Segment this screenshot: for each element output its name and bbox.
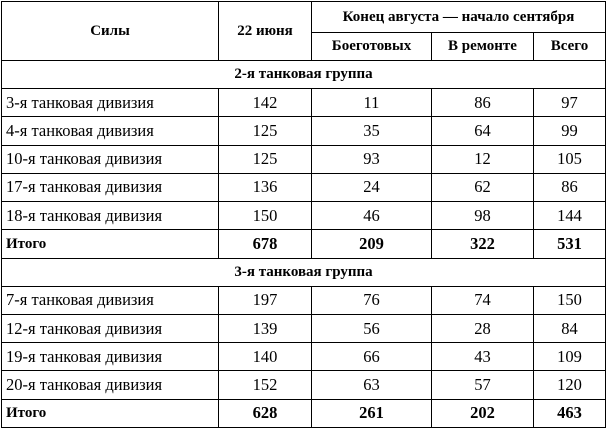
table-row: [2, 145, 606, 173]
total-label: Итого: [2, 399, 219, 427]
ready-value: 24: [312, 173, 432, 201]
repair-total: 202: [432, 399, 534, 427]
header-forces: Силы: [2, 2, 219, 61]
june22-value: 140: [219, 343, 312, 371]
june22-value: 139: [219, 314, 312, 342]
ready-value: 93: [312, 145, 432, 173]
repair-value: 86: [432, 89, 534, 117]
total-label: Итого: [2, 230, 219, 258]
header-ready: Боеготовых: [312, 33, 432, 61]
repair-value: 28: [432, 314, 534, 342]
division-name: 17-я танковая дивизия: [2, 173, 219, 201]
table-row: [2, 117, 606, 145]
june22-value: 142: [219, 89, 312, 117]
table-row: [2, 202, 606, 230]
table-row: [2, 343, 606, 371]
division-name: 7-я танковая дивизия: [2, 286, 219, 314]
ready-value: 66: [312, 343, 432, 371]
ready-value: 46: [312, 202, 432, 230]
overall-total: 463: [534, 399, 606, 427]
tank-divisions-table: [1, 1, 606, 428]
repair-value: 62: [432, 173, 534, 201]
total-value: 105: [534, 145, 606, 173]
june22-value: 150: [219, 202, 312, 230]
group-title: 2-я танковая группа: [2, 61, 606, 89]
repair-value: 12: [432, 145, 534, 173]
repair-total: 322: [432, 230, 534, 258]
group-title: 3-я танковая группа: [2, 258, 606, 286]
ready-value: 56: [312, 314, 432, 342]
total-value: 150: [534, 286, 606, 314]
june22-value: 125: [219, 145, 312, 173]
ready-value: 35: [312, 117, 432, 145]
table-row: [2, 371, 606, 399]
ready-total: 261: [312, 399, 432, 427]
june22-total: 628: [219, 399, 312, 427]
total-value: 84: [534, 314, 606, 342]
repair-value: 64: [432, 117, 534, 145]
header-period: Конец августа — начало сентября: [312, 2, 606, 33]
total-row: [2, 399, 606, 427]
ready-value: 76: [312, 286, 432, 314]
ready-value: 11: [312, 89, 432, 117]
header-repair: В ремонте: [432, 33, 534, 61]
table-row: [2, 89, 606, 117]
overall-total: 531: [534, 230, 606, 258]
total-row: [2, 230, 606, 258]
june22-value: 152: [219, 371, 312, 399]
division-name: 18-я танковая дивизия: [2, 202, 219, 230]
repair-value: 74: [432, 286, 534, 314]
june22-value: 136: [219, 173, 312, 201]
table-row: [2, 173, 606, 201]
group-row: [2, 61, 606, 89]
june22-value: 125: [219, 117, 312, 145]
june22-total: 678: [219, 230, 312, 258]
total-value: 99: [534, 117, 606, 145]
table-body: [2, 61, 606, 428]
total-value: 120: [534, 371, 606, 399]
repair-value: 57: [432, 371, 534, 399]
table-row: [2, 314, 606, 342]
table-row: [2, 286, 606, 314]
group-row: [2, 258, 606, 286]
repair-value: 43: [432, 343, 534, 371]
division-name: 10-я танковая дивизия: [2, 145, 219, 173]
ready-total: 209: [312, 230, 432, 258]
total-value: 86: [534, 173, 606, 201]
total-value: 109: [534, 343, 606, 371]
ready-value: 63: [312, 371, 432, 399]
header-total: Всего: [534, 33, 606, 61]
june22-value: 197: [219, 286, 312, 314]
division-name: 12-я танковая дивизия: [2, 314, 219, 342]
division-name: 19-я танковая дивизия: [2, 343, 219, 371]
division-name: 3-я танковая дивизия: [2, 89, 219, 117]
division-name: 4-я танковая дивизия: [2, 117, 219, 145]
repair-value: 98: [432, 202, 534, 230]
total-value: 144: [534, 202, 606, 230]
total-value: 97: [534, 89, 606, 117]
header-june22: 22 июня: [219, 2, 312, 61]
division-name: 20-я танковая дивизия: [2, 371, 219, 399]
